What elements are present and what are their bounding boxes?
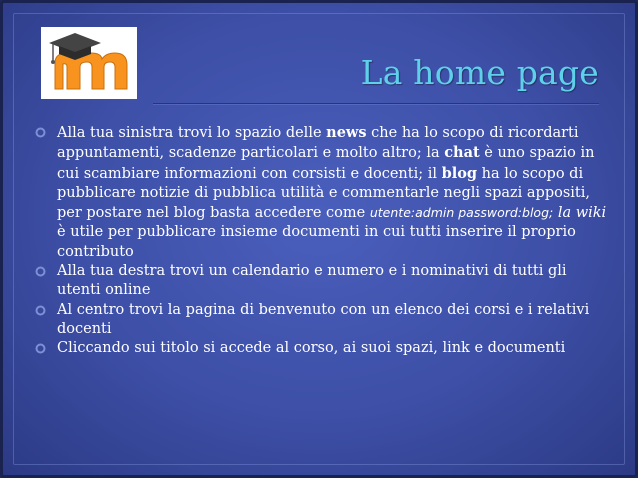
bullet-list — [35, 123, 607, 359]
bullet-text: che ha lo scopo di ricordarti appuntamenti, scadenze particolari e molto altro; la — [57, 125, 579, 162]
bold-word-blog: blog — [441, 164, 478, 182]
wiki-text: la wiki — [557, 205, 607, 222]
slide-title: La home page — [360, 53, 599, 92]
bullet-text: ha lo scopo di pubblicare notizie di pubblica utilità e commentarle negli spazi appositi, per postare nel blog basta accedere come — [57, 165, 590, 222]
bullet-item — [35, 123, 607, 262]
moodle-logo — [41, 27, 137, 99]
title-divider — [153, 103, 599, 104]
bold-word-news: news — [326, 124, 367, 141]
circle-ring-bullet-icon — [35, 343, 46, 354]
bullet-text: Alla tua sinistra trovi lo spazio delle — [57, 125, 327, 141]
credentials-text: utente:admin password:blog; — [369, 205, 554, 221]
moodle-logo-icon — [41, 27, 137, 99]
bullet-text: Al centro trovi la pagina di benvenuto con un elenco dei corsi e i relativi docenti — [57, 301, 590, 337]
bullet-text: è utile per pubblicare insieme documenti in cui tutti inserire il proprio contributo — [57, 224, 576, 260]
bullet-text: Cliccando sui titolo si accede al corso, ai suoi spazi, link e documenti — [57, 340, 566, 357]
circle-ring-bullet-icon — [35, 266, 46, 277]
circle-ring-bullet-icon — [35, 127, 46, 138]
bullet-item — [35, 301, 607, 340]
circle-ring-bullet-icon — [35, 305, 46, 316]
bullet-text: è uno spazio in cui scambiare informazioni con corsisti e docenti; il — [57, 145, 595, 182]
bold-word-chat: chat — [444, 144, 480, 162]
bullet-item — [35, 339, 607, 358]
bullet-text: Alla tua destra trovi un calendario e numero e i nominativi di tutti gli utenti online — [57, 263, 567, 299]
bullet-item — [35, 262, 607, 301]
